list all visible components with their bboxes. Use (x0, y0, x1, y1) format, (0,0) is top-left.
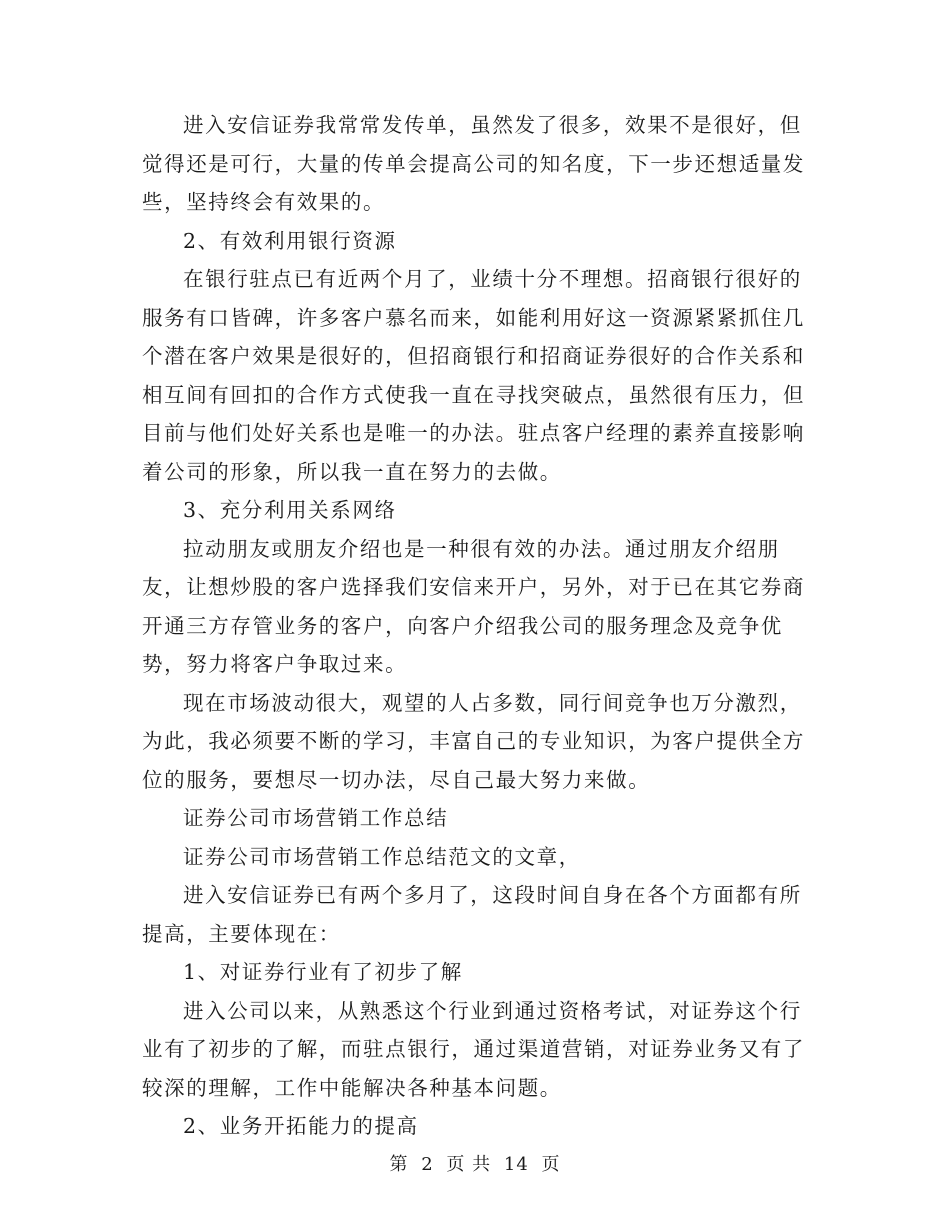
document-title: 证券公司市场营销工作总结 (183, 806, 449, 830)
section-heading: 2、有效利用银行资源 (183, 228, 397, 253)
page-label-suffix: 页 (541, 1154, 561, 1175)
paragraph: 进入安信证券我常常发传单，虽然发了很多，效果不是很好，但觉得还是可行，大量的传单会提高公司的知名度，下一步还想适量发些，坚持终会有效果的。 (142, 113, 805, 214)
page-label-middle: 页 共 (446, 1154, 492, 1175)
paragraph: 证券公司市场营销工作总结范文的文章， (183, 844, 581, 869)
document-body (142, 106, 814, 1146)
section-heading: 3、充分利用关系网络 (183, 498, 397, 522)
current-page-number: 2 (421, 1154, 434, 1175)
paragraph: 现在市场波动很大，观望的人占多数，同行间竞争也万分激烈，为此，我必须要不断的学习，丰富自己的专业知识，为客户提供全方位的服务，要想尽一切办法，尽自己最大努力来做。 (142, 690, 805, 792)
paragraph: 拉动朋友或朋友介绍也是一种很有效的办法。通过朋友介绍朋友，让想炒股的客户选择我们安信来开户，另外，对于已在其它券商开通三方存管业务的客户，向客户介绍我公司的服务理念及竞争优势，努力将客户争取过来。 (142, 536, 805, 676)
page-label-prefix: 第 (389, 1154, 409, 1175)
paragraph: 在银行驻点已有近两个月了，业绩十分不理想。招商银行很好的服务有口皆碑，许多客户慕名而来，如能利用好这一资源紧紧抓住几个潜在客户效果是很好的，但招商银行和招商证券很好的合作关系和相互间有回扣的合作方式使我一直在寻找突破点，虽然很有压力，但目前与他们处好关系也是唯一的办法。驻点客户经理的素养直接影响着公司的形象，所以我一直在努力的去做。 (142, 267, 805, 484)
paragraph: 进入公司以来，从熟悉这个行业到通过资格考试，对证券这个行业有了初步的了解，而驻点银行，通过渠道营销，对证券业务又有了较深的理解，工作中能解决各种基本问题。 (142, 998, 805, 1100)
section-heading: 2、业务开拓能力的提高 (183, 1114, 419, 1138)
total-pages-number: 14 (503, 1154, 529, 1175)
page-footer (0, 1150, 950, 1176)
paragraph: 进入安信证券已有两个多月了，这段时间自身在各个方面都有所提高，主要体现在： (142, 883, 802, 946)
section-heading: 1、对证券行业有了初步了解 (183, 960, 463, 984)
